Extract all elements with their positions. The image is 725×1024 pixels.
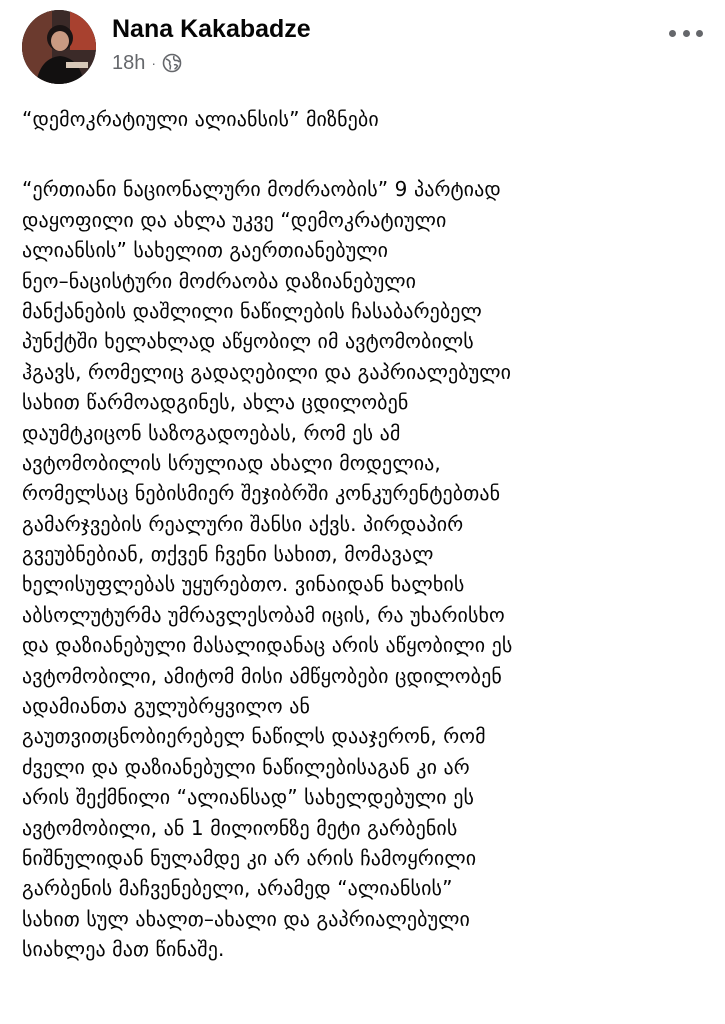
post-body-line: ხელისუფლებას უყურებთო. ვინაიდან ხალხის xyxy=(22,572,465,597)
post-body-line: ძველი და დაზიანებული ნაწილებისაგან კი არ xyxy=(22,754,470,779)
post-body-line: დაუმტკიცონ საზოგადოებას, რომ ეს ამ xyxy=(22,420,401,445)
post-body-line: ნეო–ნაცისტური მოძრაობა დაზიანებული xyxy=(22,268,417,293)
post-body-line: და დაზიანებული მასალიდანაც არის აწყობილი ეს xyxy=(22,633,513,658)
post-body-line: “ერთიანი ნაციონალური მოძრაობის” 9 პარტიად xyxy=(22,177,501,202)
post-body-line: პუნქტში ხელახლად აწყობილ იმ ავტომობილს xyxy=(22,329,474,354)
globe-icon[interactable] xyxy=(162,53,182,73)
post-body-line: ავტომობილი, ან 1 მილიონზე მეტი გარბენის xyxy=(22,815,458,840)
post-title: “დემოკრატიული ალიანსის” მიზნები xyxy=(22,107,379,131)
post-body-line: ჰგავს, რომელიც გადაღებილი და გაპრიალებული xyxy=(22,359,512,384)
post-body-line: სახით წარმოადგინეს, ახლა ცდილობენ xyxy=(22,390,409,415)
post-body-line: ნიშნულიდან ნულამდე კი არ არის ჩამოყრილი xyxy=(22,845,477,870)
post-header xyxy=(22,10,725,90)
post-body-line: გამარჯვების რეალური შანსი აქვს. პირდაპირ xyxy=(22,511,464,536)
post-timestamp[interactable]: 18h xyxy=(112,51,146,74)
post-text xyxy=(22,104,712,965)
post-meta xyxy=(112,50,182,76)
author-name[interactable]: Nana Kakabadze xyxy=(112,15,311,43)
post-body-line: სიახლეა მათ წინაშე. xyxy=(22,937,225,962)
meta-separator: · xyxy=(151,55,157,71)
post-body-line: ალიანსის” სახელით გაერთიანებული xyxy=(22,238,389,263)
paragraph-gap xyxy=(22,134,712,174)
more-options-icon[interactable] xyxy=(669,22,703,44)
post-body-line: ავტომობილის სრულიად ახალი მოდელია, xyxy=(22,450,441,475)
post-body-line: რომელსაც ნებისმიერ შეჯიბრში კონკურენტებთან xyxy=(22,481,501,506)
more-dot xyxy=(696,30,703,37)
post-body-line: დაყოფილი და ახლა უკვე “დემოკრატიული xyxy=(22,207,447,232)
avatar[interactable] xyxy=(22,10,96,84)
post-body-line: ადამიანთა გულუბრყვილო ან xyxy=(22,694,311,719)
more-dot xyxy=(669,30,676,37)
more-dot xyxy=(683,30,690,37)
post-body-line: აბსოლუტურმა უმრავლესობამ იცის, რა უხარისხო xyxy=(22,602,505,627)
post-body-line: გარბენის მაჩვენებელი, არამედ “ალიანსის” xyxy=(22,876,453,901)
post-body-line: სახით სულ ახალთ–ახალი და გაპრიალებული xyxy=(22,906,470,931)
post-body-line: ავტომობილი, ამიტომ მისი ამწყობები ცდილობენ xyxy=(22,663,502,688)
profile-photo xyxy=(22,10,96,84)
post-body-line: გვეუბნებიან, თქვენ ჩვენი სახით, მომავალ xyxy=(22,542,434,567)
post-body-line: გაუთვითცნობიერებელ ნაწილს დააჯერონ, რომ xyxy=(22,724,486,749)
post-body-line: არის შექმნილი “ალიანსად” სახელდებული ეს xyxy=(22,785,475,810)
post-body-line: მანქანების დაშლილი ნაწილების ჩასაბარებელ xyxy=(22,298,482,323)
